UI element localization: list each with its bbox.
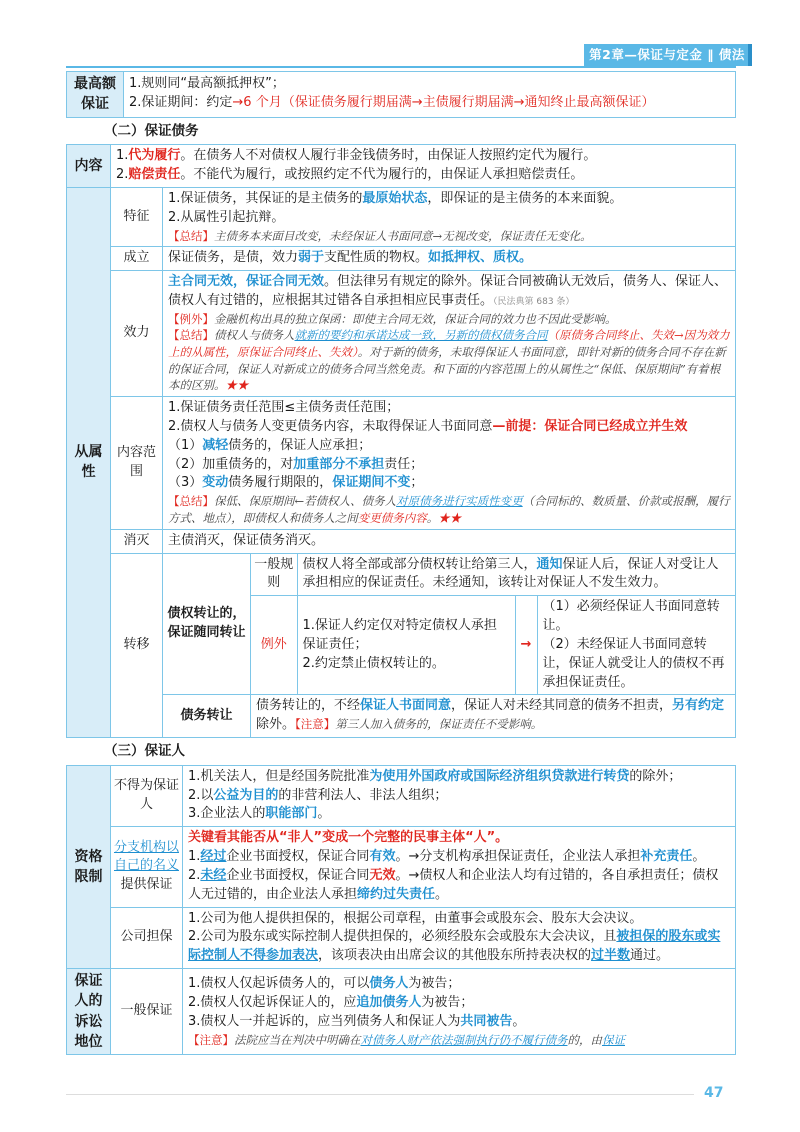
q3b: 职能部门 — [265, 806, 318, 822]
feature-label: 特征 — [111, 187, 163, 246]
en2-c: （原债务合同终止、失效→因为效力上的从属性，原保证合同终止、失效） — [168, 328, 730, 360]
general-cell — [183, 969, 736, 1055]
q1b: 为使用外国政府或国际经济组织贷款进行转贷 — [369, 768, 630, 784]
scope-line4 — [168, 456, 730, 475]
litigation-label: 保证人的诉讼地位 — [67, 969, 111, 1055]
q2a: 2.以 — [188, 787, 214, 803]
company-label: 公司担保 — [111, 907, 183, 969]
feature-note — [168, 228, 730, 245]
fo-b: 弱于 — [298, 250, 325, 266]
branch-label-b: 提供保证 — [120, 877, 173, 893]
f1a: 1.保证债务，其保证的是主债务的 — [168, 190, 363, 206]
g2b: 追加债务人 — [356, 994, 422, 1010]
cannot-label: 不得为保证人 — [111, 765, 183, 827]
feature-line2: 2.从属性引起抗辩。 — [168, 209, 285, 225]
g2a: 2.债权人仅起诉保证人的，应 — [188, 994, 357, 1010]
cannot-line3 — [188, 805, 730, 824]
exc-r1: （1）必须经保证人书面同意转让。 — [542, 599, 720, 634]
b1c: 企业书面授权，保证合同 — [226, 849, 370, 865]
fn-tag: 【总结】 — [168, 228, 214, 243]
c1c: 。在债务人不对债权人履行非金钱债务时，由保证人按照约定代为履行。 — [180, 148, 597, 164]
general-line2 — [188, 994, 730, 1013]
co2b: 被担保的股东或实际控制人不得参加表决 — [188, 929, 721, 964]
b2b: 未经 — [200, 867, 227, 883]
q1c: 的除外； — [629, 768, 682, 784]
s5c: 债务履行期限的， — [228, 475, 333, 491]
sn-d: 变更债务内容 — [357, 510, 427, 525]
en2-a: 债权人与债务人 — [214, 328, 295, 343]
e1b: 。但法律另有规定的除外。保证合同被确认无效后，债务人、保证人、债权人有过错的，应根据其过错各自承担相应民事责任。 — [168, 274, 728, 308]
sn-stars: ★★ — [438, 510, 462, 525]
b2d: 无效 — [369, 867, 396, 883]
creditor-transfer-cell — [251, 553, 736, 695]
general-note — [188, 1032, 730, 1049]
max-line2-b: →6 个月（保证债务履行期届满→主债履行期届满→通知终止最高额保证） — [232, 95, 655, 111]
en1-tag: 【例外】 — [168, 311, 214, 326]
footer-rule — [66, 1094, 694, 1095]
exc-r2: （2）未经保证人书面同意转让，保证人就受让人的债权不再承担保证责任。 — [542, 636, 725, 690]
cannot-cell — [183, 765, 736, 827]
d-b: 保证人书面同意 — [360, 698, 452, 714]
s2a: 2.债权人与债务人变更债务内容，未取得保证人书面同意 — [168, 418, 493, 434]
content-line1 — [116, 147, 730, 166]
r-c: 保证人后，保证人对受让人承担相应的保证责任。未经通知，该转让对保证人不发生效力。 — [302, 556, 719, 591]
s5b: 变动 — [202, 475, 229, 491]
en2-tag: 【总结】 — [168, 328, 214, 343]
debt-transfer-label: 债务转让 — [163, 695, 251, 738]
g1b: 债务人 — [369, 976, 409, 992]
max-line2-a: 2.保证期间：约定 — [129, 95, 233, 111]
sn-c: （合同标的、数质量、价款或报酬，履行方式、地点），即债权人和债务人之间 — [168, 494, 730, 525]
gn-b: 对债务人财产依法强制执行仍不履行债务 — [360, 1032, 568, 1047]
subsidiary-label: 从属性 — [67, 187, 111, 737]
effect-cell — [163, 271, 736, 397]
gn-a: 法院应当在判决中明确在 — [234, 1032, 361, 1047]
fn-text: 主债务本来面目改变，未经保证人书面同意→无视改变，保证责任无变化。 — [214, 228, 592, 243]
en2-stars: ★★ — [225, 378, 249, 393]
g1a: 1.债权人仅起诉债务人的，可以 — [188, 976, 370, 992]
r-a: 债权人将全部或部分债权转让给第三人， — [302, 556, 537, 572]
q2b: 公益为目的 — [213, 787, 279, 803]
company-cell — [183, 907, 736, 969]
general-label: 一般保证 — [111, 969, 183, 1055]
fo-d: 如抵押权、质权。 — [428, 250, 533, 266]
e1a: 主合同无效，保证合同无效 — [168, 274, 325, 290]
dn-text: 第三人加入债务的，保证责任不受影响。 — [335, 717, 543, 732]
co2c: ，该项表决由出席会议的其他股东所持表决权的 — [318, 948, 592, 964]
g3a: 3.债权人一并起诉的，应当列债务人和保证人为 — [188, 1013, 461, 1029]
s3a: （1） — [168, 437, 203, 453]
fo-a: 保证债务，是债，效力 — [168, 250, 299, 266]
en2-b: 就新的要约和承诺达成一致，另新的债权债务合同 — [294, 328, 548, 343]
feature-cell — [163, 187, 736, 246]
company-line2 — [188, 928, 730, 966]
scope-note — [168, 493, 730, 526]
e1ref: （民法典第 683 条） — [493, 296, 575, 307]
effect-label: 效力 — [111, 271, 163, 397]
extinct-cell: 主债消灭，保证债务消灭。 — [163, 529, 736, 553]
content-label: 内容 — [67, 145, 111, 188]
dn-tag: 【注意】 — [295, 717, 336, 732]
effect-line1 — [168, 273, 730, 311]
q1a: 1.机关法人，但是经国务院批准 — [188, 768, 370, 784]
q3c: 。 — [317, 806, 331, 822]
sn-tag: 【总结】 — [168, 494, 214, 509]
extinct-label: 消灭 — [111, 529, 163, 553]
scope-cell — [163, 397, 736, 530]
s4c: 责任； — [384, 456, 424, 472]
rule-label: 一般规则 — [251, 554, 297, 596]
exception-left — [297, 596, 515, 695]
max-line2 — [129, 94, 730, 113]
cannot-line1 — [188, 768, 730, 787]
b1e: 。→分支机构承担保证责任，企业法人承担 — [395, 849, 641, 865]
scope-line5 — [168, 474, 730, 493]
scope-line3 — [168, 437, 730, 456]
s5a: （3） — [168, 475, 203, 491]
top-table — [66, 71, 736, 118]
max-line1: 1.规则同“最高额抵押权”； — [129, 76, 285, 92]
c2c: 。不能代为履行，或按照约定不代为履行的，由保证人承担赔偿责任。 — [180, 167, 584, 182]
exc-l1: 1.保证人约定仅对特定债权人承担保证责任； — [302, 618, 497, 652]
d-e: 除外。 — [256, 717, 296, 733]
guarantor-table — [66, 765, 736, 1056]
header-accent — [748, 44, 752, 66]
branch-label-a: 分支机构以自己的名义 — [113, 839, 179, 874]
gn-c: 的，由 — [567, 1032, 602, 1047]
f1c: ，即保证的是主债务的本来面貌。 — [427, 190, 623, 206]
branch-label — [111, 827, 183, 907]
c1a: 1. — [116, 148, 129, 164]
feature-line1 — [168, 190, 730, 209]
s4b: 加重部分不承担 — [293, 456, 385, 472]
company-line1: 1.公司为他人提供担保的，根据公司章程，由董事会或股东会、股东大会决议。 — [188, 910, 643, 926]
formation-cell — [163, 247, 736, 271]
debt-transfer-cell — [251, 695, 736, 738]
rule-cell — [297, 554, 735, 596]
b2a: 2. — [188, 867, 201, 883]
en2-d: 。对于新的债务，未取得保证人书面同意，即针对新的债务合同不存在新的保证合同，保证人对新成立的债务合同当然免责。和下面的内容范围上的从属性之“保低、保原期间”有着根本的区别。 — [168, 345, 726, 393]
creditor-inner-table — [251, 554, 735, 695]
scope-label: 内容范围 — [111, 397, 163, 530]
co2d: 过半数 — [591, 948, 631, 964]
gn-tag: 【注意】 — [188, 1032, 234, 1047]
b2g: 。 — [435, 886, 449, 902]
header-rule — [66, 66, 736, 68]
chapter-header: 第2章—保证与定金 ‖ 债法 — [584, 44, 750, 66]
section-title-debt: （二）保证债务 — [104, 122, 199, 139]
b1b: 经过 — [200, 849, 227, 865]
s3c: 债务的，保证人应承担； — [228, 437, 372, 453]
fo-c: 支配性质的物权。 — [324, 250, 429, 266]
g2c: 为被告； — [421, 994, 474, 1010]
exception-arrow-icon: → — [515, 596, 537, 695]
c1b: 代为履行 — [128, 148, 181, 164]
branch-key: 关键看其能否从“非人”变成一个完整的民事主体“人”。 — [188, 830, 509, 846]
en1-text: 金融机构出具的独立保函：即使主合同无效，保证合同的效力也不因此受影响。 — [214, 311, 617, 326]
b1f: 补充责任 — [640, 849, 693, 865]
content-line2 — [116, 166, 730, 185]
s5d: 保证期间不变 — [332, 475, 411, 491]
transfer-label: 转移 — [111, 553, 163, 738]
g3b: 共同被告 — [460, 1013, 513, 1029]
q2c: 的非营利法人、非法人组织； — [278, 787, 448, 803]
c2a: 2. — [116, 167, 129, 182]
creditor-transfer-label: 债权转让的，保证随同转让 — [163, 553, 251, 695]
formation-label: 成立 — [111, 247, 163, 271]
section-title-guarantor: （三）保证人 — [104, 743, 185, 760]
r-b: 通知 — [536, 556, 563, 572]
d-d: 另有约定 — [672, 698, 725, 714]
exception-right — [537, 596, 735, 695]
sn-e: 。 — [426, 510, 439, 525]
co2e: 通过。 — [630, 948, 670, 964]
effect-note2 — [168, 327, 730, 394]
general-line3 — [188, 1013, 730, 1032]
b1a: 1. — [188, 849, 201, 865]
co2a: 2.公司为股东或实际控制人提供担保的，必须经股东会或股东大会决议，且 — [188, 929, 617, 945]
b2e: 。→债权人和企业法人均有过错的，各自承担责任；债权人无过错的，由企业法人承担 — [188, 867, 719, 902]
g1c: 为被告； — [408, 976, 461, 992]
b1d: 有效 — [369, 849, 396, 865]
cannot-line2 — [188, 787, 730, 806]
page-content — [66, 71, 736, 1055]
max-guarantee-cell — [124, 72, 736, 118]
d-c: ，保证人对未经其同意的债务不担责， — [451, 698, 673, 714]
exception-label: 例外 — [251, 596, 297, 695]
c2b: 赔偿责任 — [128, 167, 181, 182]
branch-line2 — [188, 867, 730, 905]
max-guarantee-label: 最高额保证 — [67, 72, 124, 118]
sn-b: 对原债务进行实质性变更 — [396, 494, 523, 509]
scope-line1: 1.保证债务责任范围≤主债务责任范围； — [168, 400, 400, 416]
content-cell — [111, 145, 736, 188]
q3a: 3.企业法人的 — [188, 806, 266, 822]
sn-a: 保低、保原期间←若债权人、债务人 — [214, 494, 397, 509]
s3b: 减轻 — [202, 437, 229, 453]
f1b: 最原始状态 — [362, 190, 428, 206]
b2f: 缔约过失责任 — [357, 886, 436, 902]
b1g: 。 — [692, 849, 706, 865]
general-line1 — [188, 975, 730, 994]
b2c: 企业书面授权，保证合同 — [226, 867, 370, 883]
gn-d: 保证 — [602, 1032, 625, 1047]
branch-cell — [183, 827, 736, 907]
debt-table — [66, 144, 736, 738]
g3c: 。 — [512, 1013, 526, 1029]
exc-l2: 2.约定禁止债权转让的。 — [302, 655, 445, 671]
page-number: 47 — [704, 1085, 724, 1101]
branch-line1 — [188, 848, 730, 867]
qualify-label: 资格限制 — [67, 765, 111, 968]
debt-line — [256, 697, 730, 735]
scope-line2 — [168, 418, 730, 437]
s5e: ； — [410, 475, 424, 491]
s2b: —前提：保证合同已经成立并生效 — [492, 418, 688, 434]
d-a: 债务转让的，不经 — [256, 698, 361, 714]
effect-note1 — [168, 311, 730, 328]
s4a: （2）加重债务的，对 — [168, 456, 294, 472]
